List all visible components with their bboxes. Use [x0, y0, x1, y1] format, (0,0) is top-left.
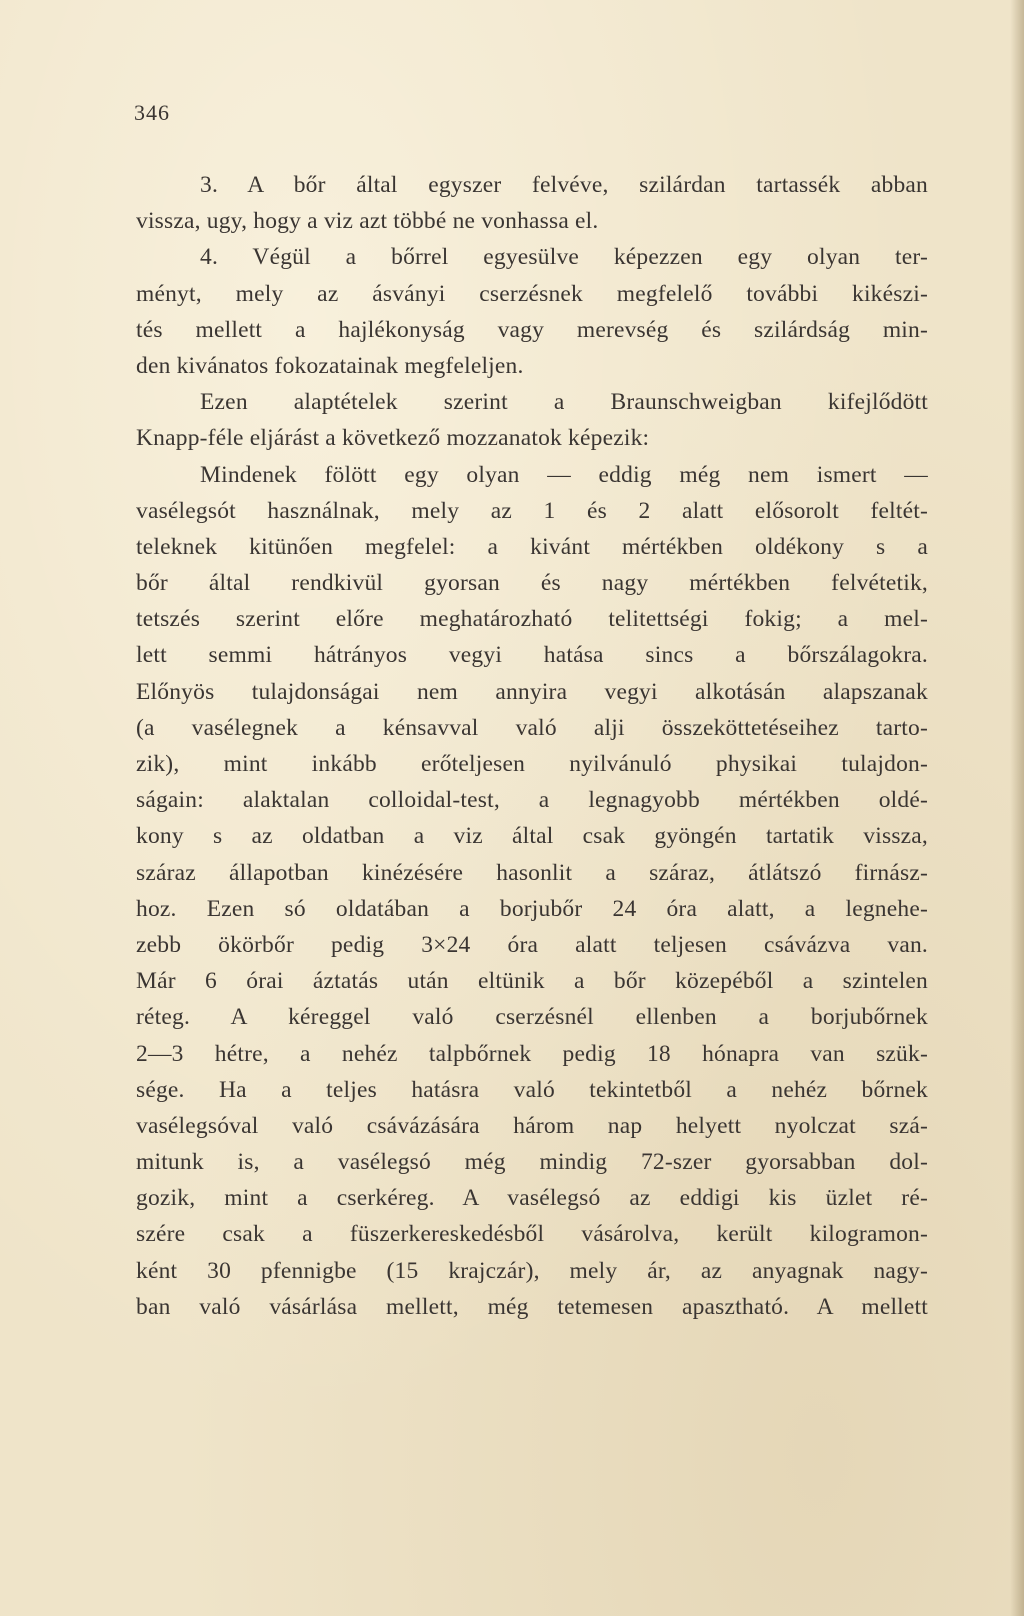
text-line: 4. Végül a bőrrel egyesülve képezzen egy olyan ter- — [200, 244, 928, 271]
text-line: lett semmi hátrányos vegyi hatása sincs a bőrszálagokra. — [136, 642, 928, 669]
text-line: gozik, mint a cserkéreg. A vasélegsó az eddigi kis üzlet ré- — [136, 1185, 928, 1212]
text-line: Knapp-féle eljárást a következő mozzanatok képezik: — [136, 425, 650, 452]
body-text — [136, 167, 928, 1325]
text-line: vissza, ugy, hogy a viz azt többé ne vonhassa el. — [136, 208, 599, 235]
text-line: vasélegsóval való csávázására három nap helyett nyolczat szá- — [136, 1112, 928, 1139]
text-line: sége. Ha a teljes hatásra való tekintetből a nehéz bőrnek — [136, 1076, 928, 1103]
text-line: zik), mint inkább erőteljesen nyilvánuló physikai tulajdon- — [136, 751, 928, 777]
text-line: teleknek kitünően megfelel: a kivánt mértékben oldékony s a — [136, 533, 928, 560]
text-line: száraz állapotban kinézésére hasonlit a száraz, átlátszó firnász- — [136, 859, 928, 886]
text-line: vasélegsót használnak, mely az 1 és 2 alatt elősorolt feltét- — [136, 497, 928, 524]
text-line: ságain: alaktalan colloidal-test, a legnagyobb mértékben oldé- — [136, 787, 928, 814]
page-number: 346 — [134, 100, 170, 125]
text-line: tetszés szerint előre meghatározható telitettségi fokig; a mel- — [136, 606, 928, 633]
text-line: ként 30 pfennigbe (15 krajczár), mely ár, az anyagnak nagy- — [136, 1257, 928, 1284]
text-line: Már 6 órai áztatás után eltünik a bőr közepéből a szintelen — [136, 968, 928, 995]
page-edge-shadow — [1010, 0, 1024, 1616]
text-line: mitunk is, a vasélegsó még mindig 72-szer gyorsabban dol- — [136, 1149, 928, 1176]
text-line: 2—3 hétre, a nehéz talpbőrnek pedig 18 hónapra van szük- — [136, 1040, 928, 1067]
text-line: ményt, mely az ásványi cserzésnek megfelelő további kikészi- — [136, 280, 928, 307]
text-line: hoz. Ezen só oldatában a borjubőr 24 óra alatt, a legnehe- — [136, 895, 928, 922]
text-line: bőr által rendkivül gyorsan és nagy mértékben felvétetik, — [136, 570, 928, 597]
text-line: (a vasélegnek a kénsavval való alji összeköttetéseihez tarto- — [136, 714, 928, 741]
text-line: Előnyös tulajdonságai nem annyira vegyi alkotásán alapszanak — [136, 678, 928, 705]
text-line: den kivánatos fokozatainak megfeleljen. — [136, 352, 524, 379]
text-line: zebb ökörbőr pedig 3×24 óra alatt teljesen csávázva van. — [136, 931, 928, 958]
text-line: Ezen alaptételek szerint a Braunschweigban kifejlődött — [200, 389, 928, 416]
text-line: tés mellett a hajlékonyság vagy merevség és szilárdság min- — [136, 316, 928, 343]
text-line: 3. A bőr által egyszer felvéve, szilárdan tartassék abban — [200, 172, 928, 198]
text-line: Mindenek fölött egy olyan — eddig még nem ismert — — [200, 461, 928, 488]
text-line: réteg. A kéreggel való cserzésnél ellenben a borjubőrnek — [136, 1004, 928, 1031]
text-line: szére csak a füszerkereskedésből vásárolva, került kilogramon- — [136, 1221, 928, 1248]
text-line: ban való vásárlása mellett, még tetemesen apasztható. A mellett — [136, 1293, 928, 1320]
text-line: kony s az oldatban a viz által csak gyöngén tartatik vissza, — [136, 823, 928, 850]
